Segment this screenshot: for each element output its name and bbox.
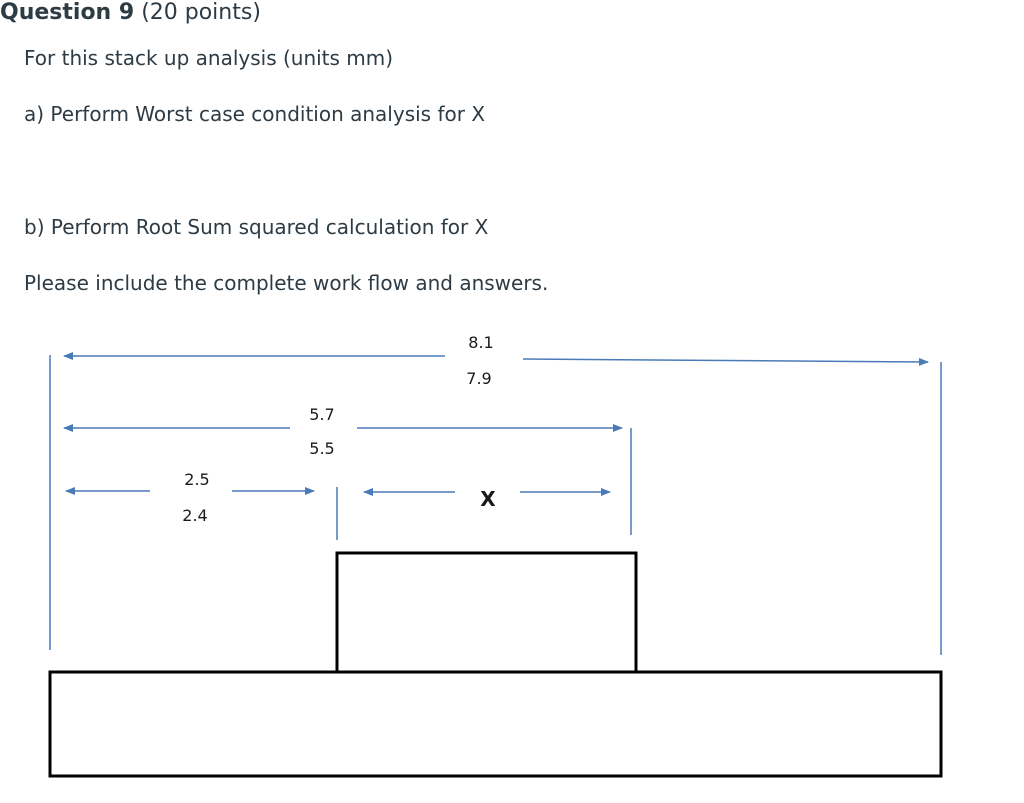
left-max-label: 2.5 (184, 470, 210, 489)
x-unknown-label: X (480, 487, 496, 511)
question-instruction: Please include the complete work flow and answers. (24, 271, 549, 295)
top-block (337, 553, 636, 672)
step-max-label: 5.7 (309, 405, 335, 424)
question-intro: For this stack up analysis (units mm) (24, 46, 394, 70)
question-title: Question 9 (0, 0, 135, 25)
question-points: (20 points) (141, 0, 261, 25)
overall-max-label: 8.1 (468, 333, 494, 352)
base-block (50, 672, 941, 776)
question-part-b: b) Perform Root Sum squared calculation for X (24, 215, 489, 239)
step-min-label: 5.5 (309, 439, 335, 458)
question-part-a: a) Perform Worst case condition analysis for X (24, 102, 486, 126)
overall-min-label: 7.9 (466, 369, 492, 388)
overall-dimension-arrow-right (523, 359, 928, 362)
left-min-label: 2.4 (182, 506, 208, 525)
